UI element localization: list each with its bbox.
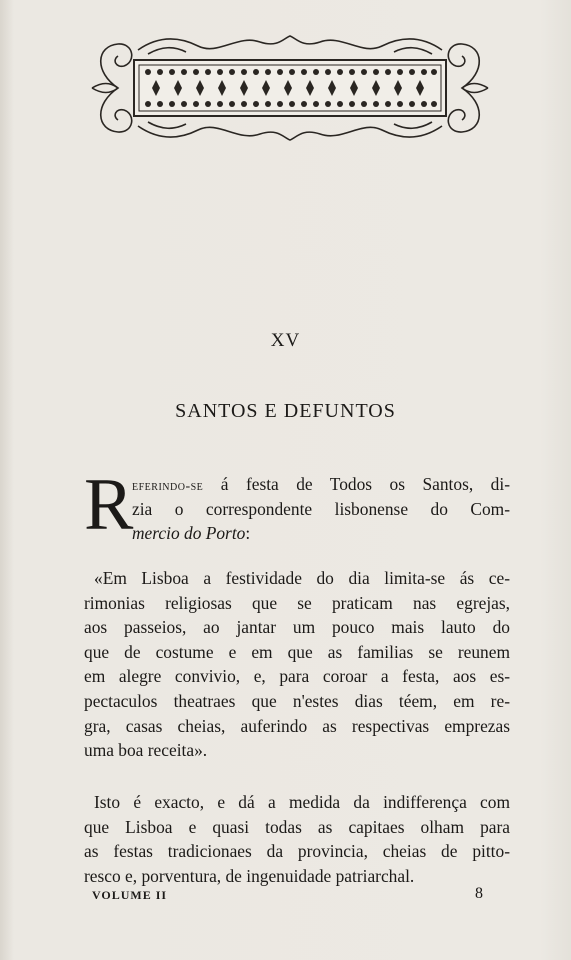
paragraph-2-line: gra, casas cheias, auferindo as respectivas emprezas [84, 715, 510, 736]
paragraph-3-line: Isto é exacto, e dá a medida da indifferença com [94, 792, 510, 812]
paragraph-1 [132, 472, 510, 546]
paragraph-2-line: rimonias religiosas que se praticam nas egrejas, [84, 592, 510, 613]
paragraph-2-line: em alegre convivio, e, para coroar a festa, aos es- [84, 666, 510, 687]
paragraph-2-line: pectaculos theatraes que n'estes dias téem, em re- [84, 690, 510, 711]
paragraph-3-line: resco e, porventura, de ingenuidade patriarchal. [84, 865, 415, 886]
paragraph-3 [84, 790, 510, 888]
chapter-number: XV [270, 330, 301, 351]
paragraph-1-line-3: mercio do Porto: [132, 523, 251, 544]
paragraph-2-line: que de costume e em que as familias se reunem [84, 641, 510, 662]
paragraph-1-line-2: zia o correspondente lisbonense do Com- [132, 498, 510, 519]
decorative-headpiece [88, 32, 492, 144]
paragraph-2-line: uma boa receita». [84, 740, 208, 761]
paragraph-3-line: as festas tradicionaes da provincia, cheias de pitto- [84, 841, 510, 862]
paragraph-2 [84, 566, 510, 763]
paragraph-1-line-1: eferindo-se á festa de Todos os Santos, di- [132, 474, 510, 494]
chapter-title: SANTOS E DEFUNTOS [175, 400, 396, 422]
paragraph-2-line: aos passeios, ao jantar um pouco mais lauto do [84, 617, 510, 638]
drop-cap: R [84, 464, 134, 546]
volume-label: VOLUME II [92, 888, 168, 902]
paragraph-3-line: que Lisboa e quasi todas as capitaes olham para [84, 816, 510, 837]
signature-number: 8 [475, 885, 484, 902]
paragraph-2-line: «Em Lisboa a festividade do dia limita-se ás ce- [94, 568, 510, 588]
